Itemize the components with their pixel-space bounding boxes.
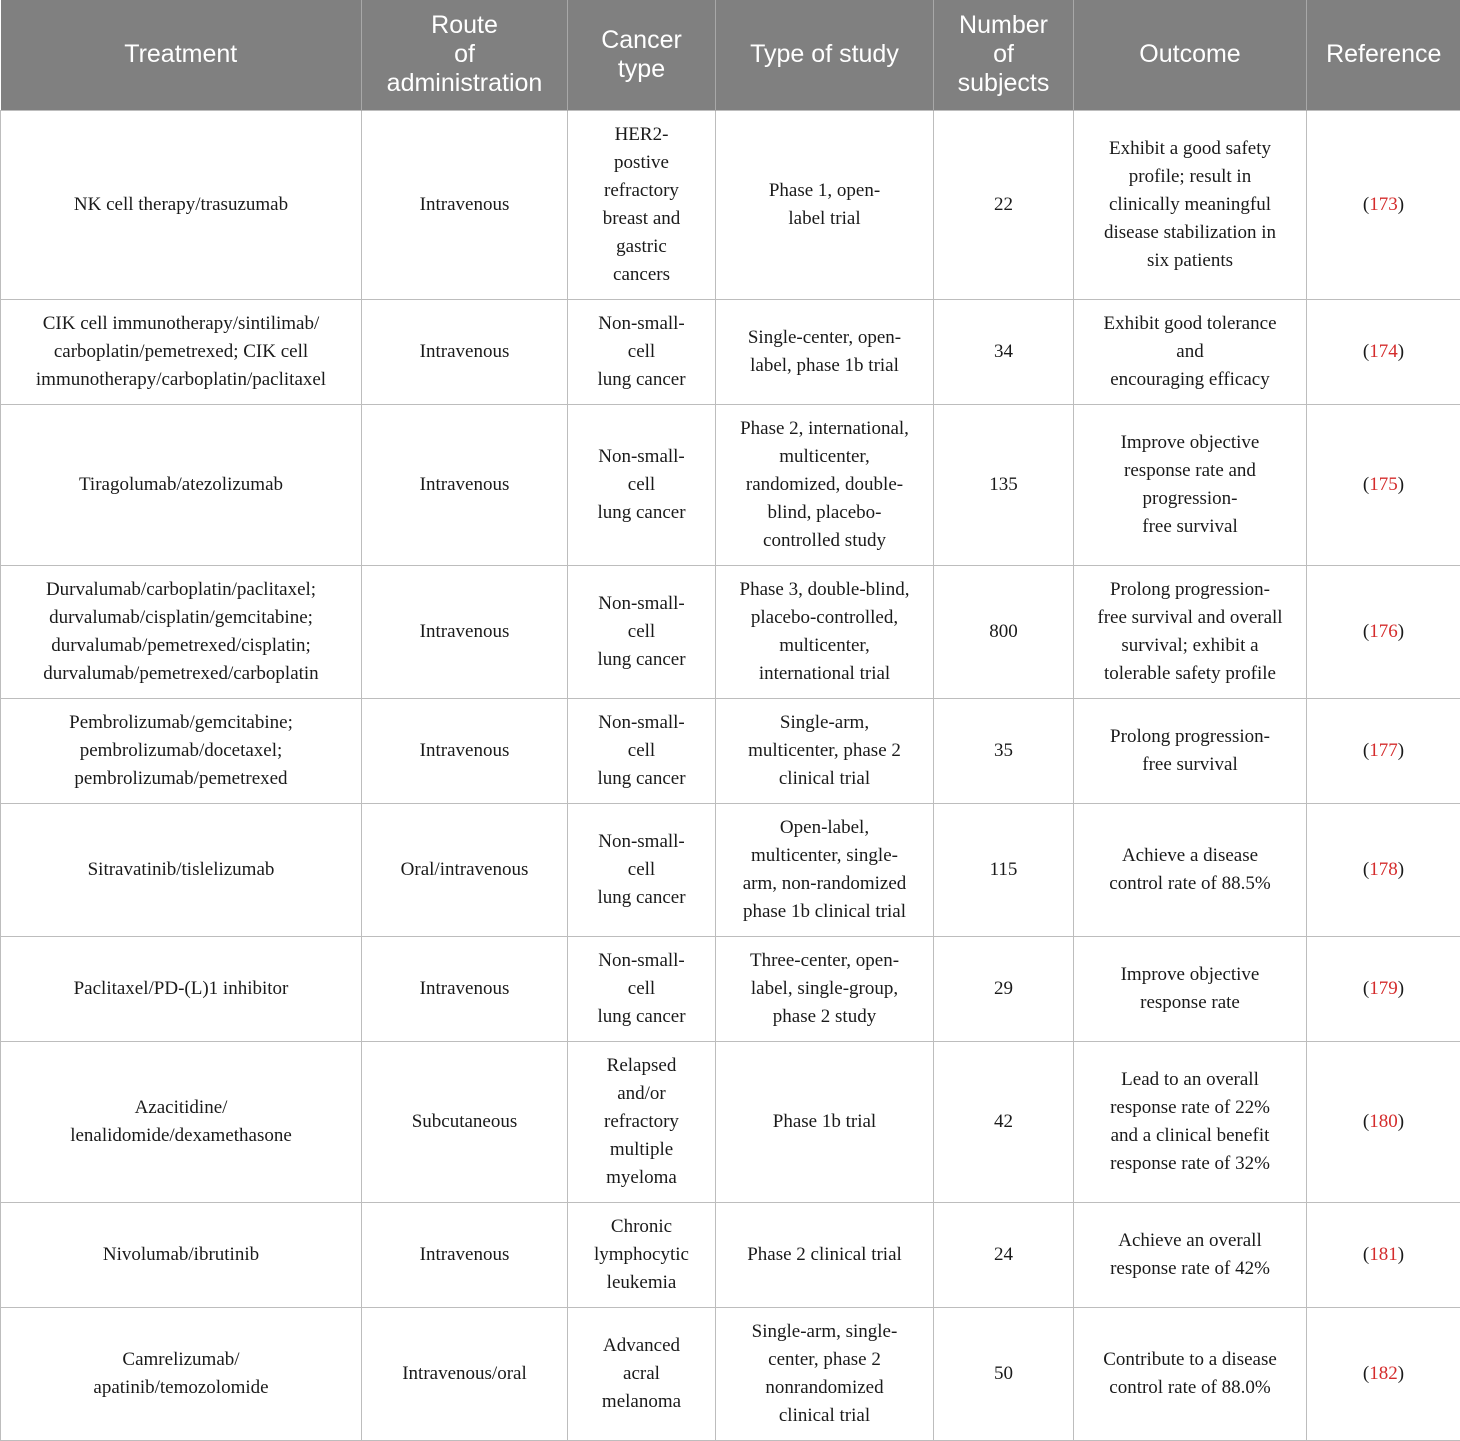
reference-link[interactable]: 175	[1369, 474, 1398, 495]
cell-route: Oral/intravenous	[362, 803, 568, 936]
cell-treatment: Nivolumab/ibrutinib	[1, 1202, 362, 1307]
cell-study-type: Phase 1b trial	[716, 1041, 934, 1202]
reference-link[interactable]: 173	[1369, 194, 1398, 215]
table-row	[1, 803, 1460, 936]
cell-treatment: Sitravatinib/tislelizumab	[1, 803, 362, 936]
cell-reference: (175)	[1307, 404, 1460, 565]
cell-reference: (181)	[1307, 1202, 1460, 1307]
cell-treatment: Azacitidine/ lenalidomide/dexamethasone	[1, 1041, 362, 1202]
cell-study-type: Phase 2, international, multicenter, randomized, double- blind, placebo- controlled study	[716, 404, 934, 565]
cell-outcome: Improve objective response rate	[1074, 936, 1307, 1041]
table-body	[1, 110, 1460, 1440]
cell-route: Intravenous	[362, 936, 568, 1041]
cell-treatment: Pembrolizumab/gemcitabine; pembrolizumab/docetaxel; pembrolizumab/pemetrexed	[1, 698, 362, 803]
cell-outcome: Achieve an overall response rate of 42%	[1074, 1202, 1307, 1307]
cell-route: Intravenous	[362, 698, 568, 803]
cell-cancer-type: HER2- postive refractory breast and gastric cancers	[568, 110, 716, 299]
cell-reference: (179)	[1307, 936, 1460, 1041]
cell-subjects: 800	[934, 565, 1074, 698]
cell-route: Intravenous	[362, 110, 568, 299]
reference-link[interactable]: 177	[1369, 740, 1398, 761]
cell-subjects: 50	[934, 1307, 1074, 1440]
cell-reference: (173)	[1307, 110, 1460, 299]
table-row	[1, 1202, 1460, 1307]
cell-outcome: Exhibit good tolerance and encouraging efficacy	[1074, 299, 1307, 404]
reference-link[interactable]: 174	[1369, 341, 1398, 362]
header-reference: Reference	[1307, 0, 1460, 110]
table-row	[1, 1041, 1460, 1202]
table-row	[1, 936, 1460, 1041]
cell-outcome: Contribute to a disease control rate of 88.0%	[1074, 1307, 1307, 1440]
reference-link[interactable]: 178	[1369, 859, 1398, 880]
cell-reference: (174)	[1307, 299, 1460, 404]
cell-study-type: Phase 1, open- label trial	[716, 110, 934, 299]
reference-link[interactable]: 182	[1369, 1363, 1398, 1384]
cell-study-type: Single-center, open- label, phase 1b trial	[716, 299, 934, 404]
cell-cancer-type: Non-small- cell lung cancer	[568, 936, 716, 1041]
cell-route: Intravenous/oral	[362, 1307, 568, 1440]
header-study-type: Type of study	[716, 0, 934, 110]
reference-link[interactable]: 179	[1369, 978, 1398, 999]
cell-route: Intravenous	[362, 404, 568, 565]
cell-outcome: Prolong progression- free survival and overall survival; exhibit a tolerable safety profile	[1074, 565, 1307, 698]
header-cancer-type: Cancer type	[568, 0, 716, 110]
cell-route: Intravenous	[362, 1202, 568, 1307]
cell-reference: (182)	[1307, 1307, 1460, 1440]
cell-treatment: NK cell therapy/trasuzumab	[1, 110, 362, 299]
cell-subjects: 22	[934, 110, 1074, 299]
cell-subjects: 29	[934, 936, 1074, 1041]
cell-outcome: Lead to an overall response rate of 22% and a clinical benefit response rate of 32%	[1074, 1041, 1307, 1202]
table-row	[1, 565, 1460, 698]
cell-subjects: 115	[934, 803, 1074, 936]
reference-link[interactable]: 180	[1369, 1111, 1398, 1132]
cell-route: Intravenous	[362, 299, 568, 404]
cell-cancer-type: Advanced acral melanoma	[568, 1307, 716, 1440]
header-row	[1, 0, 1460, 110]
table-row	[1, 404, 1460, 565]
cell-study-type: Single-arm, multicenter, phase 2 clinical trial	[716, 698, 934, 803]
cell-study-type: Phase 2 clinical trial	[716, 1202, 934, 1307]
header-outcome: Outcome	[1074, 0, 1307, 110]
cell-cancer-type: Non-small- cell lung cancer	[568, 404, 716, 565]
cell-study-type: Three-center, open- label, single-group, phase 2 study	[716, 936, 934, 1041]
cell-treatment: Durvalumab/carboplatin/paclitaxel; durvalumab/cisplatin/gemcitabine; durvalumab/pemetrexed/cisplatin; durvalumab/pemetrexed/carboplatin	[1, 565, 362, 698]
cell-outcome: Improve objective response rate and progression- free survival	[1074, 404, 1307, 565]
header-route: Route of administration	[362, 0, 568, 110]
cell-cancer-type: Chronic lymphocytic leukemia	[568, 1202, 716, 1307]
reference-link[interactable]: 176	[1369, 621, 1398, 642]
cell-study-type: Single-arm, single- center, phase 2 nonrandomized clinical trial	[716, 1307, 934, 1440]
cell-subjects: 34	[934, 299, 1074, 404]
cell-study-type: Phase 3, double-blind, placebo-controlled, multicenter, international trial	[716, 565, 934, 698]
cell-cancer-type: Non-small- cell lung cancer	[568, 803, 716, 936]
cell-outcome: Exhibit a good safety profile; result in clinically meaningful disease stabilization in six patients	[1074, 110, 1307, 299]
cell-subjects: 135	[934, 404, 1074, 565]
cell-study-type: Open-label, multicenter, single- arm, non-randomized phase 1b clinical trial	[716, 803, 934, 936]
cell-outcome: Achieve a disease control rate of 88.5%	[1074, 803, 1307, 936]
header-treatment: Treatment	[1, 0, 362, 110]
cell-route: Subcutaneous	[362, 1041, 568, 1202]
cell-outcome: Prolong progression- free survival	[1074, 698, 1307, 803]
table-row	[1, 698, 1460, 803]
cell-cancer-type: Relapsed and/or refractory multiple myeloma	[568, 1041, 716, 1202]
cell-treatment: CIK cell immunotherapy/sintilimab/ carboplatin/pemetrexed; CIK cell immunotherapy/carboplatin/paclitaxel	[1, 299, 362, 404]
cell-treatment: Camrelizumab/ apatinib/temozolomide	[1, 1307, 362, 1440]
cell-cancer-type: Non-small- cell lung cancer	[568, 698, 716, 803]
cell-reference: (177)	[1307, 698, 1460, 803]
cell-subjects: 24	[934, 1202, 1074, 1307]
cell-treatment: Paclitaxel/PD-(L)1 inhibitor	[1, 936, 362, 1041]
cell-cancer-type: Non-small- cell lung cancer	[568, 565, 716, 698]
cell-subjects: 35	[934, 698, 1074, 803]
cell-route: Intravenous	[362, 565, 568, 698]
reference-link[interactable]: 181	[1369, 1244, 1398, 1265]
table-row	[1, 1307, 1460, 1440]
header-subjects: Number of subjects	[934, 0, 1074, 110]
cell-treatment: Tiragolumab/atezolizumab	[1, 404, 362, 565]
cell-subjects: 42	[934, 1041, 1074, 1202]
cell-cancer-type: Non-small- cell lung cancer	[568, 299, 716, 404]
table-row	[1, 110, 1460, 299]
cell-reference: (180)	[1307, 1041, 1460, 1202]
table-header	[1, 0, 1460, 110]
cell-reference: (178)	[1307, 803, 1460, 936]
table-row	[1, 299, 1460, 404]
cell-reference: (176)	[1307, 565, 1460, 698]
